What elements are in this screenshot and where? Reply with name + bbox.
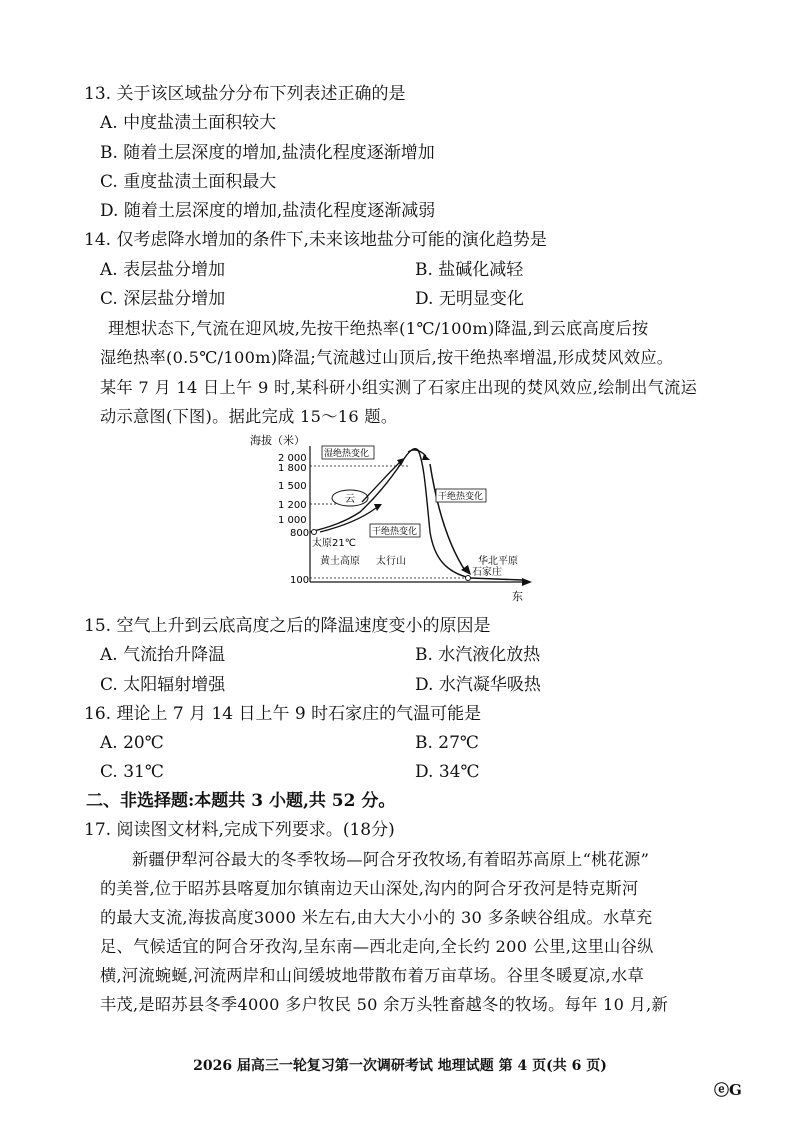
arrow-up-lower bbox=[374, 504, 382, 511]
tick-800: 800 bbox=[290, 528, 310, 539]
q16-option-a: A. 20℃ bbox=[100, 733, 164, 753]
q17-para-line-1: 新疆伊犁河谷最大的冬季牧场—阿合牙孜牧场,有着昭苏高原上“桃花源” bbox=[132, 850, 650, 869]
q13-option-d: D. 随着土层深度的增加,盐渍化程度逐渐减弱 bbox=[100, 201, 436, 221]
tick-1800: 1 800 bbox=[278, 463, 307, 474]
taihang-label: 太行山 bbox=[376, 556, 406, 567]
airflow-top bbox=[408, 450, 426, 456]
corner-mark: ⓔG bbox=[714, 1081, 742, 1099]
foehn-diagram bbox=[250, 432, 540, 608]
q14-option-c: C. 深层盐分增加 bbox=[100, 289, 226, 309]
q16-option-d: D. 34℃ bbox=[415, 762, 480, 782]
dry-up-label: 干绝热变化 bbox=[372, 527, 418, 537]
q16-option-b: B. 27℃ bbox=[415, 733, 479, 753]
dry-down-label: 干绝热变化 bbox=[438, 492, 484, 502]
q14-option-a: A. 表层盐分增加 bbox=[100, 260, 226, 280]
q15-option-a: A. 气流抬升降温 bbox=[100, 645, 226, 665]
q13-option-c: C. 重度盐渍土面积最大 bbox=[100, 172, 277, 192]
q16-stem: 16. 理论上 7 月 14 日上午 9 时石家庄的气温可能是 bbox=[84, 704, 482, 724]
sjz-label: 石家庄 bbox=[472, 567, 502, 578]
q14-stem: 14. 仅考虑降水增加的条件下,未来该地盐分可能的演化趋势是 bbox=[84, 230, 547, 250]
wet-adiabatic-label: 湿绝热变化 bbox=[324, 449, 370, 459]
y-axis-label: 海拔（米） bbox=[250, 434, 305, 447]
intro-line-4: 动示意图(下图)。据此完成 15～16 题。 bbox=[100, 407, 398, 426]
q17-para-line-2: 的美誉,位于昭苏县喀夏加尔镇南边天山深处,沟内的阿合牙孜河是特克斯河 bbox=[100, 879, 639, 898]
huabei-label: 华北平原 bbox=[478, 556, 518, 567]
q14-option-d: D. 无明显变化 bbox=[415, 289, 524, 309]
q13-option-a: A. 中度盐渍土面积较大 bbox=[100, 113, 277, 133]
intro-line-2: 湿绝热率(0.5℃/100m)降温;气流越过山顶后,按干绝热率增温,形成焚风效应。 bbox=[100, 348, 674, 367]
arrow-top bbox=[422, 454, 430, 460]
tick-2000: 2 000 bbox=[278, 453, 307, 464]
q16-option-c: C. 31℃ bbox=[100, 762, 164, 782]
section-2-heading: 二、非选择题:本题共 3 小题,共 52 分。 bbox=[86, 791, 396, 811]
taiyuan-marker bbox=[312, 530, 317, 535]
tick-1000: 1 000 bbox=[278, 515, 307, 526]
tick-1200: 1 200 bbox=[278, 500, 307, 511]
q15-stem: 15. 空气上升到云底高度之后的降温速度变小的原因是 bbox=[84, 616, 491, 636]
airflow-up-upper bbox=[362, 462, 400, 502]
q14-option-b: B. 盐碱化减轻 bbox=[415, 260, 524, 280]
sjz-marker bbox=[466, 576, 471, 581]
q17-para-line-5: 横,河流蜿蜒,河流两岸和山间缓坡地带散布着万亩草场。谷里冬暖夏凉,水草 bbox=[100, 966, 644, 985]
q15-option-c: C. 太阳辐射增强 bbox=[100, 675, 226, 695]
q13-option-b: B. 随着土层深度的增加,盐渍化程度逐渐增加 bbox=[100, 143, 435, 163]
intro-line-3: 某年 7 月 14 日上午 9 时,某科研小组实测了石家庄出现的焚风效应,绘制出气流运 bbox=[100, 378, 698, 397]
q13-stem: 13. 关于该区域盐分分布下列表述正确的是 bbox=[84, 84, 406, 104]
airflow-down bbox=[430, 464, 466, 572]
airflow-up-lower bbox=[320, 508, 376, 532]
tick-1500: 1 500 bbox=[278, 481, 307, 492]
page-footer: 2026 届高三一轮复习第一次调研考试 地理试题 第 4 页(共 6 页) bbox=[193, 1058, 607, 1074]
q17-para-line-3: 的最大支流,海拔高度3000 米左右,由大大小小的 30 多条峡谷组成。水草充 bbox=[100, 908, 653, 927]
q17-para-line-6: 丰茂,是昭苏县冬季4000 多户牧民 50 余万头牲畜越冬的牧场。每年 10 月,新 bbox=[100, 995, 669, 1014]
q15-option-b: B. 水汽液化放热 bbox=[415, 645, 541, 665]
tick-100: 100 bbox=[290, 575, 310, 586]
q17-para-line-4: 足、气候适宜的阿合牙孜沟,呈东南—西北走向,全长约 200 公里,这里山谷纵 bbox=[100, 937, 654, 956]
q15-option-d: D. 水汽凝华吸热 bbox=[415, 675, 541, 695]
arrow-up-upper bbox=[397, 458, 405, 466]
foehn-diagram-svg bbox=[250, 432, 540, 608]
q17-stem: 17. 阅读图文材料,完成下列要求。(18分) bbox=[84, 820, 395, 840]
taiyuan-label: 太原21℃ bbox=[312, 538, 356, 549]
x-axis-arrow bbox=[522, 578, 532, 586]
east-label: 东 bbox=[512, 590, 523, 603]
intro-line-1: 理想状态下,气流在迎风坡,先按干绝热率(1℃/100m)降温,到云底高度后按 bbox=[108, 319, 649, 338]
cloud-label: 云 bbox=[345, 494, 355, 505]
loess-label: 黄土高原 bbox=[320, 556, 360, 567]
